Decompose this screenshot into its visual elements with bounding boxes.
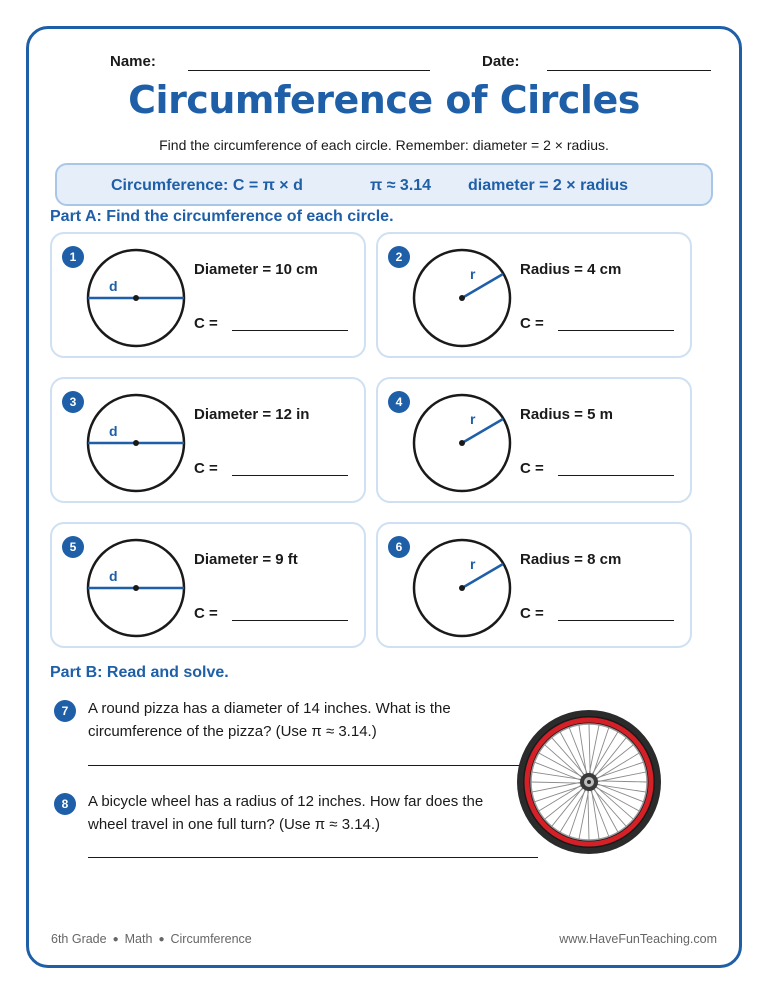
pi-approx: π ≈ 3.14 bbox=[370, 177, 432, 194]
answer-label: C = bbox=[194, 315, 218, 332]
answer-line[interactable] bbox=[232, 620, 348, 621]
answer-line[interactable] bbox=[558, 475, 674, 476]
circumference-formula: Circumference: C = π × d bbox=[111, 177, 303, 194]
question-number-badge: 8 bbox=[54, 793, 76, 815]
page-title: Circumference of Circles bbox=[128, 78, 640, 122]
problem-number-badge: 6 bbox=[388, 536, 410, 558]
answer-line[interactable] bbox=[232, 330, 348, 331]
date-line[interactable] bbox=[547, 70, 711, 71]
problem-measure: Radius = 4 cm bbox=[520, 261, 622, 278]
diameter-formula: diameter = 2 × radius bbox=[468, 177, 629, 194]
problem-card-5 bbox=[50, 522, 366, 648]
problem-number-badge: 2 bbox=[388, 246, 410, 268]
diameter-marker: d bbox=[109, 423, 118, 439]
circle-diameter-diagram bbox=[84, 391, 188, 495]
footer-subject: Math bbox=[124, 932, 153, 946]
formula-box bbox=[55, 163, 713, 206]
footer-topic: Circumference bbox=[170, 932, 252, 946]
part-a-heading: Part A: Find the circumference of each circle. bbox=[50, 208, 394, 225]
footer-tags bbox=[51, 932, 252, 946]
question-7-text: A round pizza has a diameter of 14 inches. What is the circumference of the pizza? (Use π ≈ 3.14.) bbox=[88, 700, 451, 740]
answer-line[interactable] bbox=[558, 330, 674, 331]
bullet-icon: ● bbox=[158, 934, 165, 945]
date-label: Date: bbox=[482, 53, 520, 70]
problem-number-badge: 5 bbox=[62, 536, 84, 558]
radius-marker: r bbox=[470, 556, 476, 572]
radius-marker: r bbox=[470, 266, 476, 282]
circle-radius-diagram bbox=[410, 536, 514, 640]
problem-number-badge: 4 bbox=[388, 391, 410, 413]
bicycle-wheel-icon bbox=[513, 706, 665, 858]
problem-card-6 bbox=[376, 522, 692, 648]
question-number-badge: 7 bbox=[54, 700, 76, 722]
answer-label: C = bbox=[520, 460, 544, 477]
circle-radius-diagram bbox=[410, 246, 514, 350]
problem-measure: Diameter = 9 ft bbox=[194, 551, 298, 568]
circle-radius-diagram bbox=[410, 391, 514, 495]
answer-line[interactable] bbox=[558, 620, 674, 621]
circle-diameter-diagram bbox=[84, 536, 188, 640]
name-label: Name: bbox=[110, 53, 156, 70]
problem-number-badge: 1 bbox=[62, 246, 84, 268]
problem-number-badge: 3 bbox=[62, 391, 84, 413]
footer-grade: 6th Grade bbox=[51, 932, 107, 946]
bullet-icon: ● bbox=[112, 934, 119, 945]
answer-label: C = bbox=[520, 605, 544, 622]
question-8-text: A bicycle wheel has a radius of 12 inches. How far does the wheel travel in one full turn? (Use π ≈ 3.14.) bbox=[88, 793, 484, 833]
problem-measure: Radius = 5 m bbox=[520, 406, 613, 423]
problem-card-1 bbox=[50, 232, 366, 358]
problem-card-2 bbox=[376, 232, 692, 358]
problem-card-3 bbox=[50, 377, 366, 503]
diameter-marker: d bbox=[109, 278, 118, 294]
diameter-marker: d bbox=[109, 568, 118, 584]
name-line[interactable] bbox=[188, 70, 430, 71]
problem-measure: Diameter = 12 in bbox=[194, 406, 310, 423]
answer-line[interactable] bbox=[232, 475, 348, 476]
problem-measure: Radius = 8 cm bbox=[520, 551, 622, 568]
footer-website[interactable]: www.HaveFunTeaching.com bbox=[559, 932, 717, 946]
instructions: Find the circumference of each circle. Remember: diameter = 2 × radius. bbox=[159, 137, 609, 153]
problem-measure: Diameter = 10 cm bbox=[194, 261, 318, 278]
answer-label: C = bbox=[194, 460, 218, 477]
circle-diameter-diagram bbox=[84, 246, 188, 350]
answer-line-8[interactable] bbox=[88, 857, 538, 858]
answer-label: C = bbox=[194, 605, 218, 622]
part-b-heading: Part B: Read and solve. bbox=[50, 664, 229, 681]
radius-marker: r bbox=[470, 411, 476, 427]
answer-label: C = bbox=[520, 315, 544, 332]
problem-card-4 bbox=[376, 377, 692, 503]
answer-line-7[interactable] bbox=[88, 765, 538, 766]
